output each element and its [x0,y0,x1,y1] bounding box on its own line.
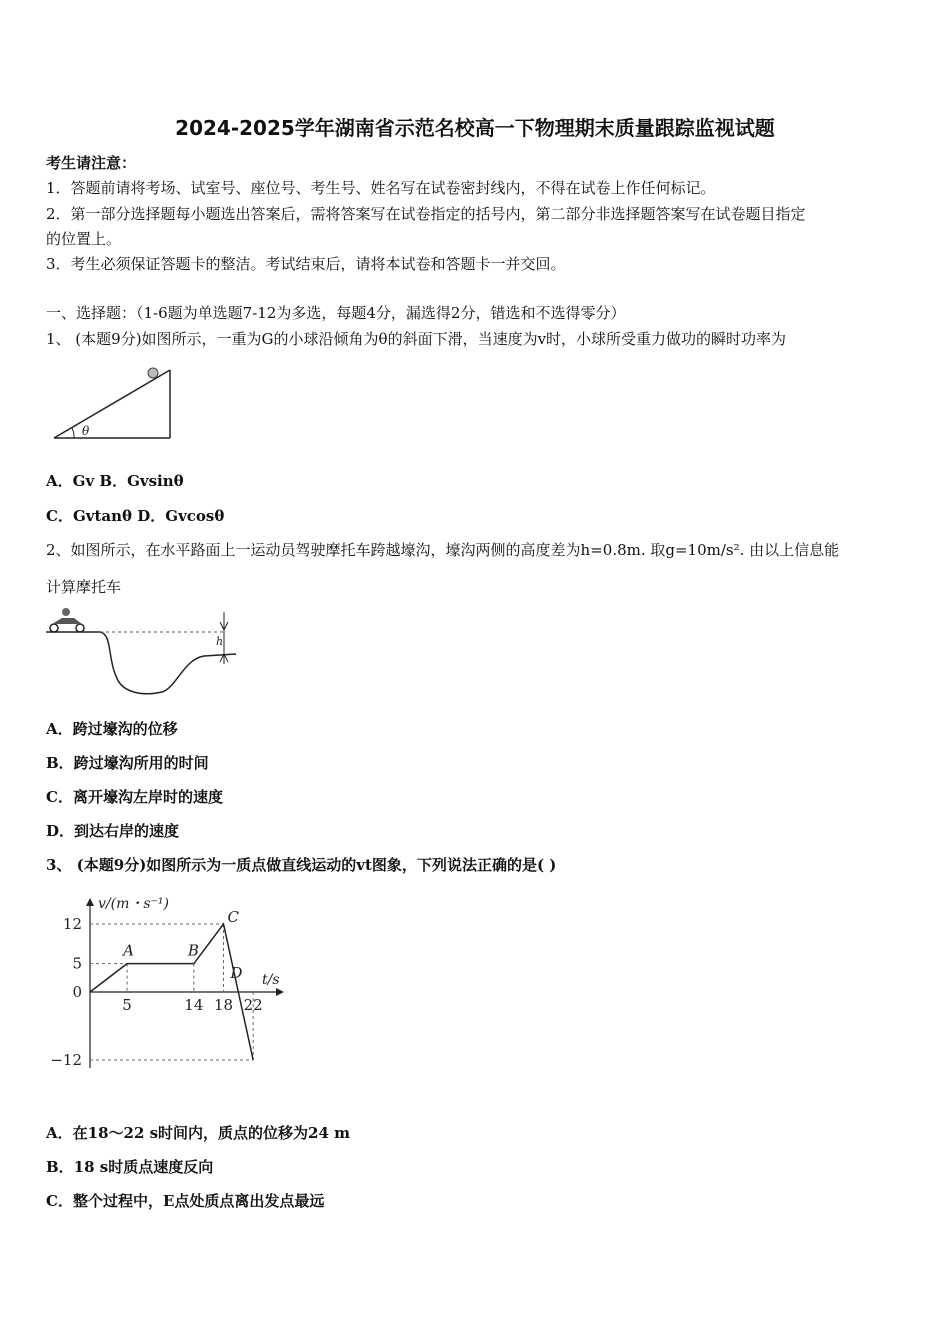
point-label-C: C [227,908,239,926]
q2-option-b: B．跨过壕沟所用的时间 [46,754,209,772]
y-tick-label: −12 [50,1051,82,1069]
q2-ditch-figure [44,604,240,704]
q1-options-ab: A．Gv B．Gvsinθ [46,472,184,490]
x-axis-label: t/s [262,972,280,988]
x-axis-arrow [276,988,284,996]
point-label-D: D [230,964,243,982]
x-tick-label: 14 [184,996,204,1014]
q2-option-d: D．到达右岸的速度 [46,822,180,840]
section-heading: 一、选择题：（1-6题为单选题7-12为多选，每题4分，漏选得2分，错选和不选得零分） [46,304,626,322]
q3-option-c: C．整个过程中，E点处质点离出发点最远 [46,1192,325,1210]
q1-angle-label: θ [82,424,90,438]
point-label-A: A [123,941,134,960]
x-tick-label: 5 [122,996,132,1014]
q1-stem: 1、 (本题9分)如图所示，一重为G的小球沿倾角为θ的斜面下滑，当速度为v时，小球所受重力做功的瞬时功率为 [46,330,787,348]
q2-stem-line1: 2、如图所示，在水平路面上一运动员驾驶摩托车跨越壕沟，壕沟两侧的高度差为h=0.8m. 取g=10m/s². 由以上信息能 [46,541,840,559]
q1-incline-figure [46,362,176,444]
y-axis-label: v/(m・s⁻¹) [98,896,170,912]
q2-height-label: h [216,635,224,648]
notice-heading: 考生请注意： [46,154,137,172]
q3-vt-chart [44,882,292,1086]
q3-stem: 3、 (本题9分)如图所示为一质点做直线运动的vt图象，下列说法正确的是( ) [46,856,557,874]
notice-item-2-cont: 的位置上。 [46,230,122,248]
q2-stem-line2: 计算摩托车 [46,578,122,596]
q1-options-cd: C．Gvtanθ D．Gvcosθ [46,507,225,525]
q3-option-b: B．18 s时质点速度反向 [46,1158,214,1176]
notice-item-2: 2．第一部分选择题每小题选出答案后，需将答案写在试卷指定的括号内，第二部分非选择题答案写在试卷题目指定 [46,205,806,223]
x-tick-label: 18 [213,996,234,1014]
y-tick-label: 5 [72,954,82,973]
notice-item-1: 1．答题前请将考场、试室号、座位号、考生号、姓名写在试卷密封线内，不得在试卷上作任何标记。 [46,179,716,197]
x-tick-label: 22 [243,996,263,1014]
q2-option-c: C．离开壕沟左岸时的速度 [46,788,223,806]
y-tick-label: 12 [62,915,82,933]
q2-option-a: A．跨过壕沟的位移 [46,720,178,738]
motorcycle-icon [50,608,84,632]
notice-item-3: 3．考生必须保证答题卡的整洁。考试结束后，请将本试卷和答题卡一并交回。 [46,255,566,273]
y-axis-arrow [86,898,94,906]
q3-option-a: A．在18～22 s时间内，质点的位移为24 m [46,1124,351,1142]
page-title: 2024-2025学年湖南省示范名校高一下物理期末质量跟踪监视试题 [175,116,775,140]
point-label-B: B [187,941,199,960]
y-tick-label: 0 [72,983,82,1001]
